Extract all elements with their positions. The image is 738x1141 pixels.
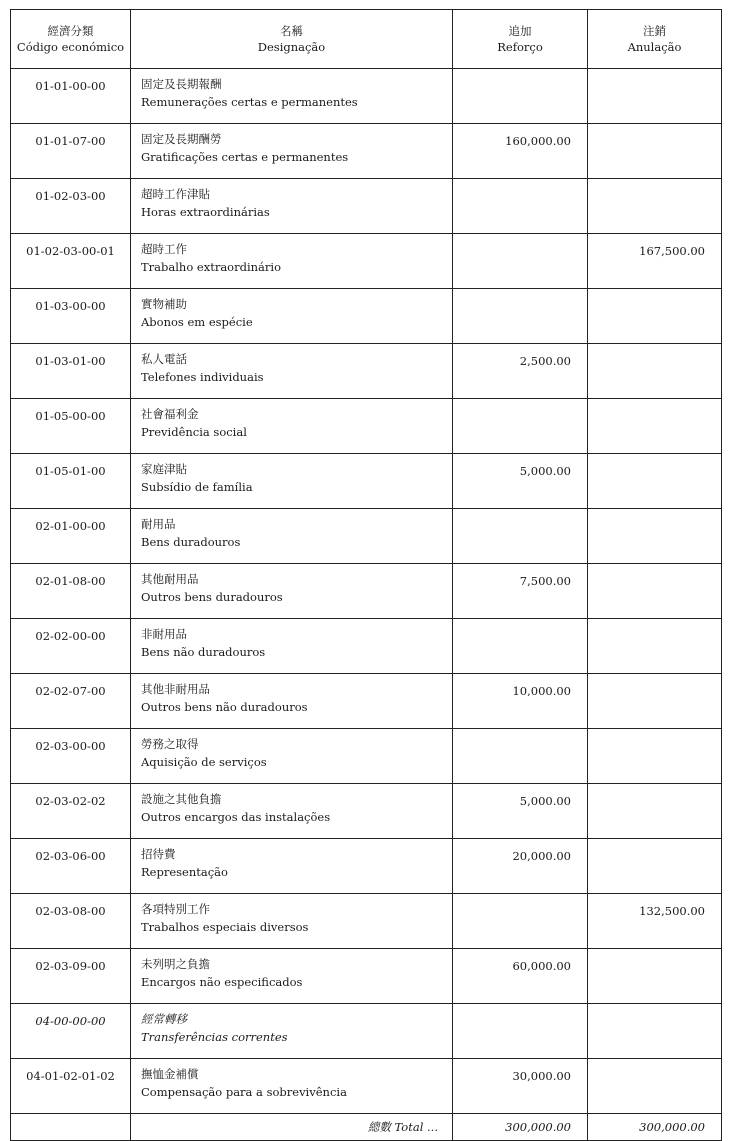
row-designation: [131, 289, 453, 344]
row-designation: [131, 124, 453, 179]
row-name-zh: 各項特別工作: [141, 902, 210, 916]
row-cancel: [588, 344, 722, 399]
row-cancel: [588, 1004, 722, 1059]
table-row: [11, 124, 722, 179]
row-reinforce: 2,500.00: [453, 344, 588, 399]
row-name-pt: Encargos não especificados: [141, 975, 303, 989]
table-row: [11, 69, 722, 124]
row-designation: [131, 399, 453, 454]
row-designation: [131, 674, 453, 729]
row-designation: [131, 1004, 453, 1059]
table-row: [11, 234, 722, 289]
row-reinforce: 20,000.00: [453, 839, 588, 894]
row-reinforce: 5,000.00: [453, 784, 588, 839]
row-cancel: [588, 399, 722, 454]
row-name-pt: Outros bens não duradouros: [141, 700, 308, 714]
table-row: [11, 509, 722, 564]
row-reinforce: 7,500.00: [453, 564, 588, 619]
table-row: [11, 289, 722, 344]
row-reinforce: [453, 69, 588, 124]
row-reinforce: [453, 509, 588, 564]
row-name-pt: Aquisição de serviços: [141, 755, 267, 769]
header-name-zh: 名稱: [280, 24, 303, 38]
row-name-pt: Bens duradouros: [141, 535, 241, 549]
header-name-pt: Designação: [257, 40, 326, 54]
table-row: [11, 399, 722, 454]
row-name-pt: Outros bens duradouros: [141, 590, 283, 604]
row-designation: [131, 509, 453, 564]
row-designation: [131, 179, 453, 234]
row-name-zh: 未列明之負擔: [141, 957, 210, 971]
table-row: [11, 619, 722, 674]
header-code-zh: 經濟分類: [47, 24, 94, 38]
row-name-zh: 超時工作: [141, 242, 187, 256]
total-reinforce: 300,000.00: [453, 1114, 588, 1141]
row-cancel: [588, 289, 722, 344]
row-reinforce: [453, 234, 588, 289]
row-name-pt: Gratificações certas e permanentes: [141, 150, 349, 164]
row-reinforce: [453, 289, 588, 344]
table-row: [11, 949, 722, 1004]
row-code: 01-02-03-00: [11, 179, 131, 234]
row-designation: [131, 619, 453, 674]
row-name-pt: Previdência social: [141, 425, 247, 439]
row-name-pt: Horas extraordinárias: [141, 205, 270, 219]
row-cancel: [588, 619, 722, 674]
row-cancel: [588, 179, 722, 234]
row-cancel: [588, 454, 722, 509]
header-cancel-pt: Anulação: [627, 40, 682, 54]
row-name-zh: 社會福利金: [141, 407, 199, 421]
row-code: 02-03-09-00: [11, 949, 131, 1004]
row-cancel: [588, 949, 722, 1004]
row-code: 04-01-02-01-02: [11, 1059, 131, 1114]
row-cancel: [588, 839, 722, 894]
header-row: [11, 10, 722, 69]
row-reinforce: [453, 619, 588, 674]
row-name-zh: 其他非耐用品: [141, 682, 210, 696]
table-row: [11, 839, 722, 894]
row-name-pt: Outros encargos das instalações: [141, 810, 331, 824]
row-reinforce: [453, 179, 588, 234]
row-code: 04-00-00-00: [11, 1004, 131, 1059]
row-designation: [131, 894, 453, 949]
row-code: 02-03-08-00: [11, 894, 131, 949]
row-designation: [131, 729, 453, 784]
row-reinforce: 60,000.00: [453, 949, 588, 1004]
row-code: 02-01-00-00: [11, 509, 131, 564]
row-name-zh: 私人電話: [141, 352, 187, 366]
table-row: [11, 564, 722, 619]
table-body: [11, 69, 722, 1114]
table-row: [11, 179, 722, 234]
table-row: [11, 894, 722, 949]
row-cancel: 132,500.00: [588, 894, 722, 949]
row-designation: [131, 344, 453, 399]
row-designation: [131, 839, 453, 894]
row-code: 01-01-07-00: [11, 124, 131, 179]
header-reinforce-zh: 追加: [508, 24, 532, 38]
table-row: [11, 674, 722, 729]
row-reinforce: [453, 729, 588, 784]
row-designation: [131, 69, 453, 124]
row-code: 02-03-06-00: [11, 839, 131, 894]
row-name-pt: Subsídio de família: [141, 480, 253, 494]
row-designation: [131, 784, 453, 839]
header-code: [11, 10, 131, 69]
row-code: 01-05-01-00: [11, 454, 131, 509]
row-code: 02-02-00-00: [11, 619, 131, 674]
table-row: [11, 1004, 722, 1059]
row-name-zh: 撫恤金補償: [141, 1067, 199, 1081]
header-name: [131, 10, 453, 69]
row-name-pt: Transferências correntes: [141, 1030, 288, 1044]
row-code: 01-03-00-00: [11, 289, 131, 344]
row-code: 02-03-00-00: [11, 729, 131, 784]
header-cancel: [588, 10, 722, 69]
row-code: 01-02-03-00-01: [11, 234, 131, 289]
row-name-zh: 非耐用品: [141, 627, 187, 641]
row-name-zh: 招待費: [141, 847, 176, 861]
table-row: [11, 454, 722, 509]
budget-sheet: [10, 9, 721, 1141]
row-code: 01-03-01-00: [11, 344, 131, 399]
row-designation: [131, 234, 453, 289]
row-name-zh: 其他耐用品: [141, 572, 199, 586]
row-designation: [131, 1059, 453, 1114]
row-cancel: [588, 729, 722, 784]
header-cancel-zh: 注銷: [643, 24, 666, 38]
row-name-pt: Trabalhos especiais diversos: [141, 920, 309, 934]
row-cancel: [588, 509, 722, 564]
row-cancel: [588, 124, 722, 179]
row-code: 02-03-02-02: [11, 784, 131, 839]
row-code: 02-02-07-00: [11, 674, 131, 729]
header-reinforce-pt: Reforço: [497, 40, 543, 54]
row-name-zh: 固定及長期報酬: [141, 77, 222, 91]
row-name-pt: Trabalho extraordinário: [141, 260, 281, 274]
total-cancel: 300,000.00: [588, 1114, 722, 1141]
row-reinforce: 5,000.00: [453, 454, 588, 509]
table-row: [11, 1059, 722, 1114]
row-reinforce: [453, 894, 588, 949]
row-designation: [131, 949, 453, 1004]
row-code: 01-01-00-00: [11, 69, 131, 124]
row-name-pt: Representação: [141, 865, 228, 879]
row-cancel: 167,500.00: [588, 234, 722, 289]
row-reinforce: 10,000.00: [453, 674, 588, 729]
table-row: [11, 784, 722, 839]
row-designation: [131, 454, 453, 509]
total-row: [11, 1114, 722, 1141]
row-name-pt: Telefones individuais: [141, 370, 264, 384]
row-name-pt: Bens não duradouros: [141, 645, 266, 659]
row-reinforce: 160,000.00: [453, 124, 588, 179]
row-name-zh: 經常轉移: [141, 1012, 187, 1026]
row-name-pt: Abonos em espécie: [141, 315, 253, 329]
row-name-zh: 固定及長期酬勞: [141, 132, 222, 146]
budget-table: [10, 9, 722, 1141]
row-cancel: [588, 674, 722, 729]
row-code: 01-05-00-00: [11, 399, 131, 454]
row-cancel: [588, 69, 722, 124]
table-row: [11, 729, 722, 784]
total-empty-cell: [11, 1114, 131, 1141]
row-name-zh: 超時工作津貼: [141, 187, 210, 201]
row-name-zh: 耐用品: [141, 517, 176, 531]
row-cancel: [588, 1059, 722, 1114]
row-name-pt: Remunerações certas e permanentes: [141, 95, 358, 109]
total-label: 總數 Total ...: [131, 1114, 453, 1141]
row-name-zh: 設施之其他負擔: [141, 792, 222, 806]
row-name-pt: Compensação para a sobrevivência: [141, 1085, 347, 1099]
row-designation: [131, 564, 453, 619]
row-cancel: [588, 564, 722, 619]
row-reinforce: 30,000.00: [453, 1059, 588, 1114]
row-cancel: [588, 784, 722, 839]
header-code-pt: Código económico: [16, 40, 125, 54]
table-row: [11, 344, 722, 399]
row-name-zh: 實物補助: [141, 297, 187, 311]
row-name-zh: 家庭津貼: [141, 462, 187, 476]
row-code: 02-01-08-00: [11, 564, 131, 619]
row-reinforce: [453, 399, 588, 454]
header-reinforce: [453, 10, 588, 69]
row-name-zh: 勞務之取得: [141, 737, 199, 751]
row-reinforce: [453, 1004, 588, 1059]
